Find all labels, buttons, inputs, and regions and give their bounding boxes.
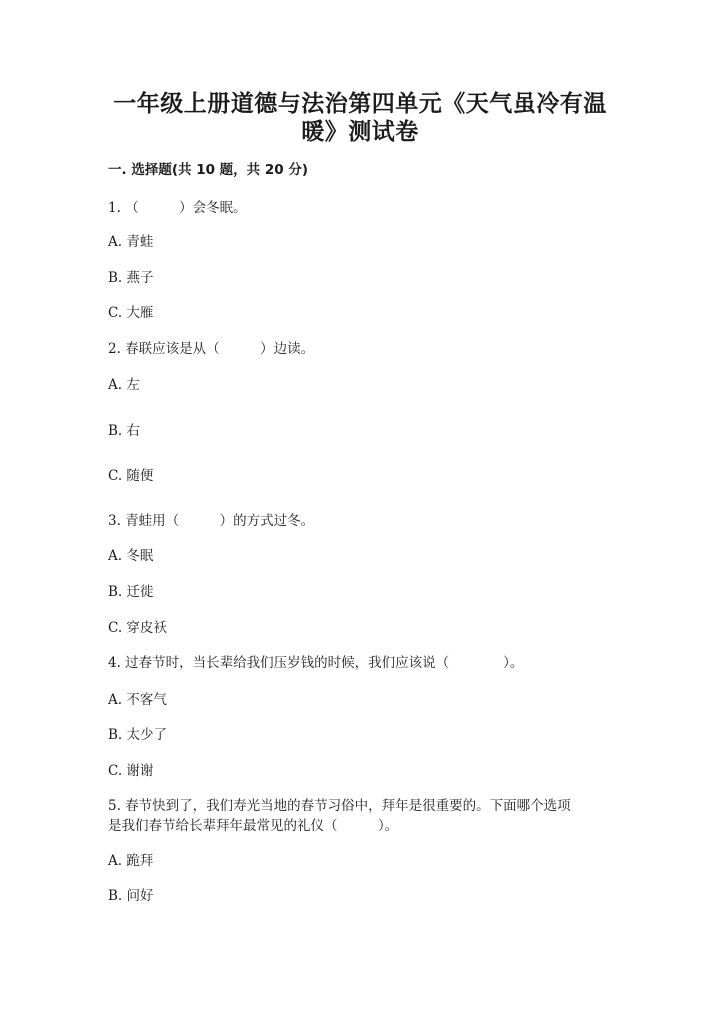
section-heading: 一. 选择题(共 10 题，共 20 分) [108, 162, 309, 178]
question-5-line-1: 5. 春节快到了，我们寿光当地的春节习俗中，拜年是很重要的。下面哪个选项 [108, 798, 571, 814]
question-1-option-c: C. 大雁 [108, 305, 154, 321]
page-title-line-1: 一年级上册道德与法治第四单元《天气虽冷有温 [113, 91, 607, 117]
question-2-option-a: A. 左 [108, 377, 140, 393]
question-4-option-b: B. 太少了 [108, 727, 168, 743]
question-3-option-a: A. 冬眠 [108, 548, 154, 564]
question-1: 1. （ ）会冬眠。 [108, 200, 247, 216]
question-3-option-b: B. 迁徙 [108, 584, 154, 600]
question-3-option-c: C. 穿皮袄 [108, 620, 167, 636]
question-5-line-2: 是我们春节给长辈拜年最常见的礼仪（ ）。 [108, 818, 399, 834]
question-4-option-c: C. 谢谢 [108, 763, 154, 779]
question-2-option-c: C. 随便 [108, 468, 154, 484]
question-1-option-a: A. 青蛙 [108, 234, 154, 250]
question-4: 4. 过春节时，当长辈给我们压岁钱的时候，我们应该说（ ）。 [108, 655, 524, 671]
question-2: 2. 春联应该是从（ ）边读。 [108, 341, 315, 357]
page-title-line-2: 暖》测试卷 [301, 119, 419, 145]
question-5-option-b: B. 问好 [108, 888, 154, 904]
question-1-option-b: B. 燕子 [108, 270, 154, 286]
question-2-option-b: B. 右 [108, 423, 141, 439]
question-3: 3. 青蛙用（ ）的方式过冬。 [108, 513, 315, 529]
question-4-option-a: A. 不客气 [108, 692, 167, 708]
question-5-option-a: A. 跪拜 [108, 853, 154, 869]
